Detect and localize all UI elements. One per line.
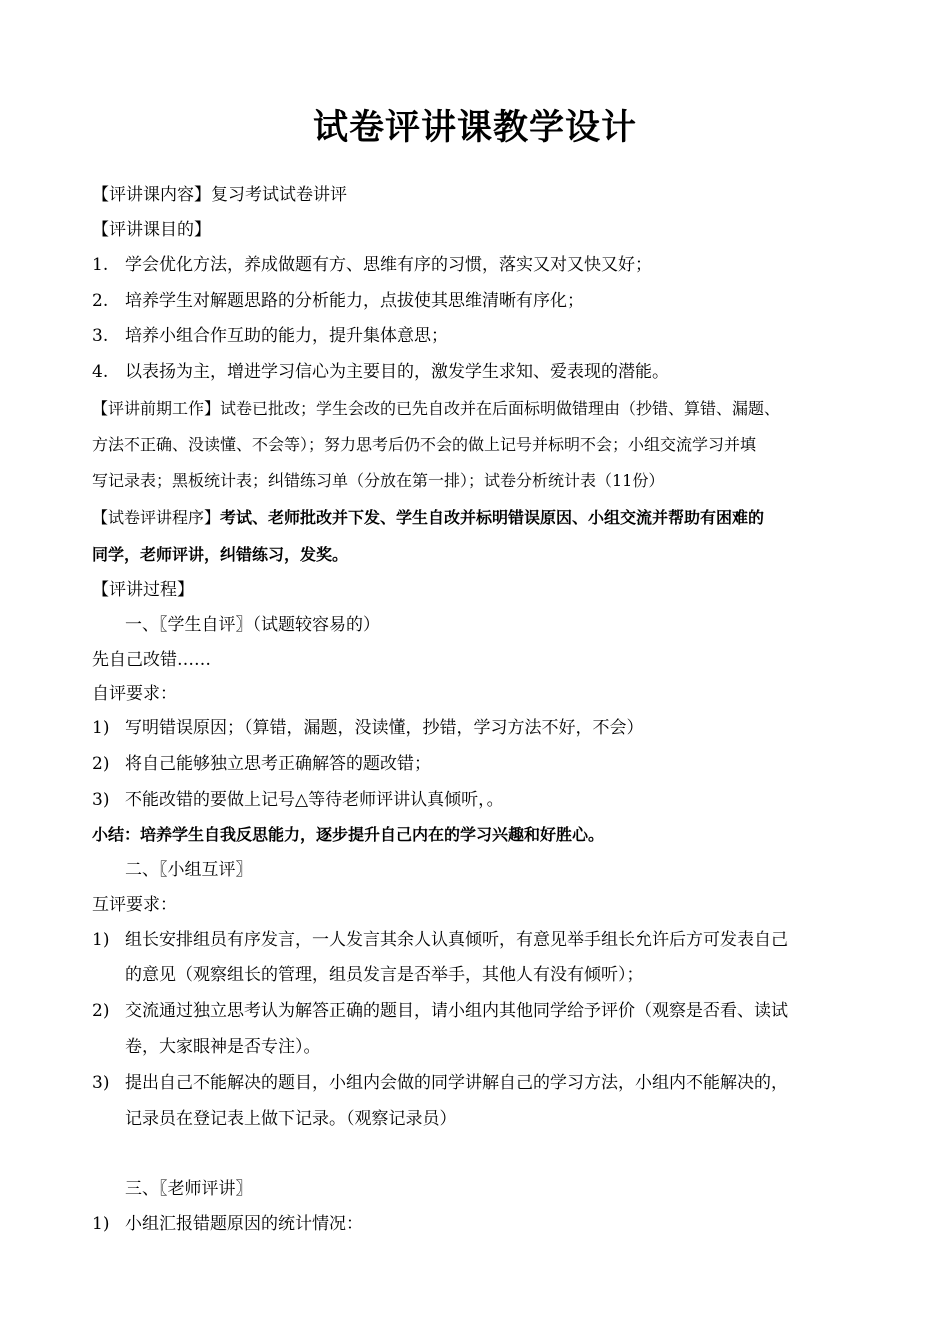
- item-number: 1): [92, 718, 110, 738]
- process-label: 【评讲过程】: [92, 580, 194, 600]
- item-number: 2): [92, 754, 110, 774]
- section-heading: 一、〖学生自评〗（试题较容易的）: [125, 615, 380, 635]
- purpose-text: 培养小组合作互助的能力，提升集体意思；: [125, 326, 448, 346]
- item-number: 1): [92, 1214, 110, 1234]
- item-text: 小组汇报错题原因的统计情况：: [125, 1214, 363, 1234]
- item-text: 交流通过独立思考认为解答正确的题目，请小组内其他同学给予评价（观察是否看、读试: [125, 1001, 788, 1021]
- purpose-text: 培养学生对解题思路的分析能力，点拔使其思维清晰有序化；: [125, 291, 584, 311]
- item-text: 组长安排组员有序发言，一人发言其余人认真倾听，有意见举手组长允许后方可发表自己: [125, 930, 788, 950]
- prework-line: 写记录表；黑板统计表；纠错练习单（分放在第一排）；试卷分析统计表（11份）: [92, 471, 665, 490]
- item-number: 2): [92, 1001, 110, 1021]
- purpose-number: 3.: [92, 326, 109, 346]
- item-text: 记录员在登记表上做下记录。（观察记录员）: [125, 1109, 457, 1129]
- procedure-text: 考试、老师批改并下发、学生自改并标明错误原因、小组交流并帮助有困难的: [220, 508, 765, 527]
- prework-line: 方法不正确、没读懂、不会等）；努力思考后仍不会的做上记号并标明不会；小组交流学习并填: [92, 435, 757, 454]
- procedure-label: 【试卷评讲程序】: [92, 508, 221, 527]
- item-text: 提出自己不能解决的题目，小组内会做的同学讲解自己的学习方法，小组内不能解决的，: [125, 1073, 788, 1093]
- purpose-number: 4.: [92, 362, 109, 382]
- purpose-number: 1.: [92, 255, 109, 275]
- procedure-block: [92, 506, 764, 530]
- item-text: 的意见（观察组长的管理，组员发言是否举手，其他人有没有倾听）；: [125, 965, 644, 985]
- item-text: 将自己能够独立思考正确解答的题改错；: [125, 754, 431, 774]
- purpose-number: 2.: [92, 291, 109, 311]
- item-text: 写明错误原因；（算错，漏题，没读懂，抄错，学习方法不好，不会）: [125, 718, 644, 738]
- item-number: 1): [92, 930, 110, 950]
- item-text: 卷，大家眼神是否专注）。: [125, 1037, 321, 1057]
- item-number: 3): [92, 790, 110, 810]
- purpose-text: 学会优化方法，养成做题有方、思维有序的习惯，落实又对又快又好；: [125, 255, 652, 275]
- prework-line: 【评讲前期工作】试卷已批改；学生会改的已先自改并在后面标明做错理由（抄错、算错、漏题、: [92, 399, 781, 418]
- content-label: 【评讲课内容】复习考试试卷讲评: [92, 185, 347, 205]
- section-heading: 二、〖小组互评〗: [125, 860, 253, 880]
- requirement-label: 互评要求：: [92, 895, 177, 915]
- section-heading: 三、〖老师评讲〗: [125, 1179, 253, 1199]
- requirement-label: 自评要求：: [92, 684, 177, 704]
- item-text: 不能改错的要做上记号△等待老师评讲认真倾听，。: [125, 790, 504, 810]
- paragraph: 先自己改错……: [92, 650, 211, 670]
- purpose-text: 以表扬为主，增进学习信心为主要目的，激发学生求知、爱表现的潜能。: [125, 362, 669, 382]
- page-title: 试卷评讲课教学设计: [312, 108, 637, 148]
- summary: 小结：培养学生自我反思能力，逐步提升自己内在的学习兴趣和好胜心。: [92, 825, 605, 844]
- procedure-text: 同学，老师评讲，纠错练习，发奖。: [92, 545, 349, 564]
- item-number: 3): [92, 1073, 110, 1093]
- purpose-label: 【评讲课目的】: [92, 220, 211, 240]
